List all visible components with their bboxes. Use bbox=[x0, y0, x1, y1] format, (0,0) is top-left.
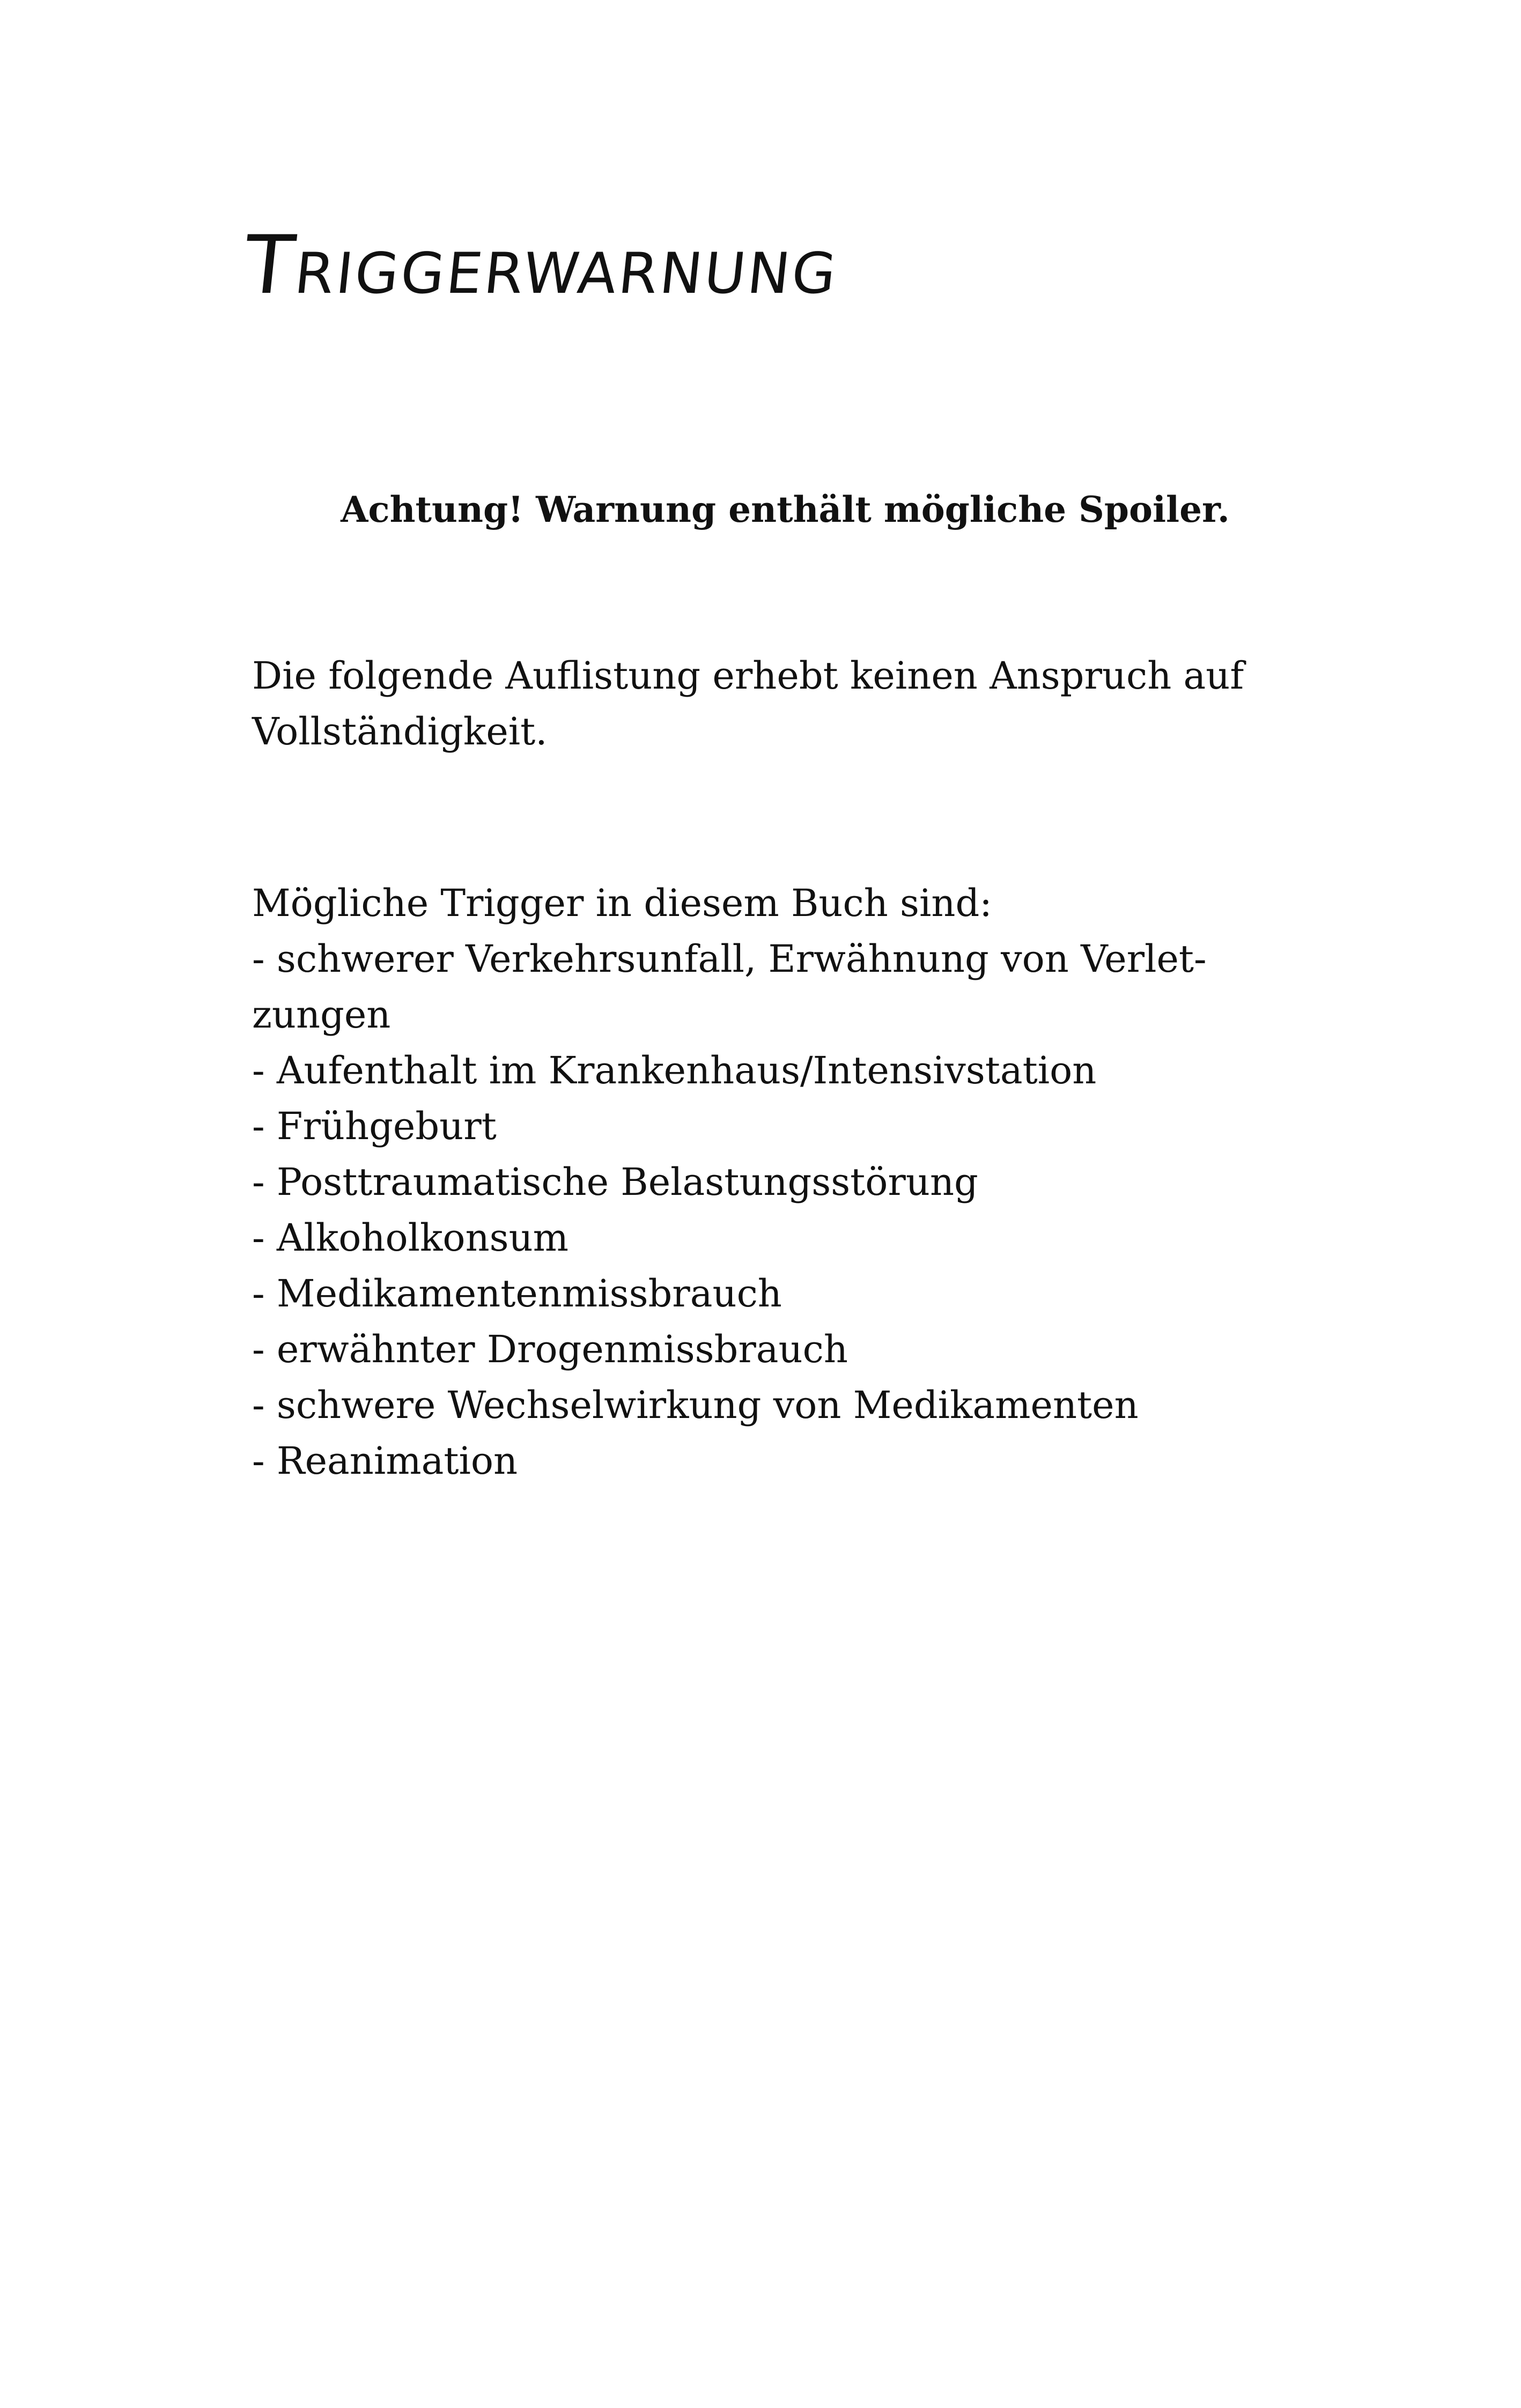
trigger-item: - Posttraumatische Belastungsstörung bbox=[252, 1160, 978, 1204]
trigger-item: - schwere Wechselwirkung von Medikamenten bbox=[252, 1383, 1139, 1427]
intro-line: Die folgende Auflistung erhebt keinen Anspruch auf bbox=[252, 654, 1244, 698]
page-title: Triggerwarnung bbox=[239, 219, 844, 312]
trigger-item: - Frühgeburt bbox=[252, 1104, 497, 1148]
trigger-list bbox=[252, 931, 1325, 1489]
intro-line: Vollständigkeit. bbox=[252, 710, 548, 754]
trigger-list-heading: Mögliche Trigger in diesem Buch sind: bbox=[252, 881, 992, 925]
trigger-item: - Reanimation bbox=[252, 1439, 518, 1483]
trigger-item bbox=[252, 931, 1325, 1043]
trigger-item-line: zungen bbox=[252, 993, 391, 1037]
trigger-item: - Alkoholkonsum bbox=[252, 1216, 569, 1260]
trigger-item: - Aufenthalt im Krankenhaus/Intensivstation bbox=[252, 1048, 1097, 1092]
trigger-section bbox=[252, 875, 1325, 1489]
trigger-item-line: - schwerer Verkehrsunfall, Erwähnung von Verlet- bbox=[252, 937, 1207, 981]
spoiler-warning: Achtung! Warnung enthält mögliche Spoiler. bbox=[341, 489, 1230, 530]
trigger-item: - erwähnter Drogenmissbrauch bbox=[252, 1327, 848, 1371]
trigger-item: - Medikamentenmissbrauch bbox=[252, 1272, 782, 1316]
intro-paragraph bbox=[252, 648, 1325, 759]
